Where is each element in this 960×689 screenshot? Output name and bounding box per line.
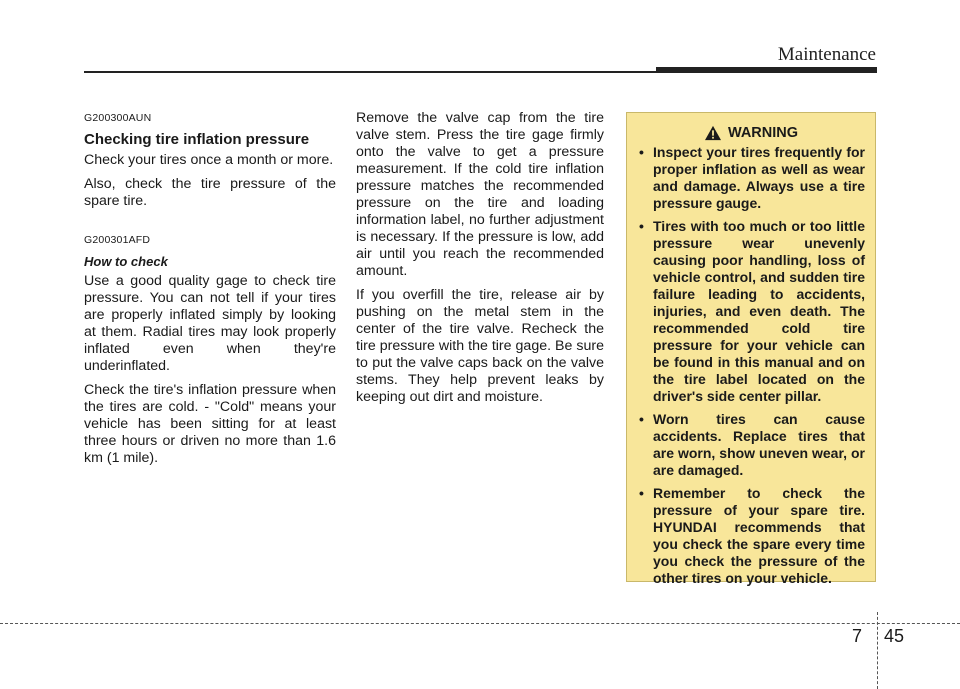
footer-rule <box>0 623 960 624</box>
paragraph: Check the tire's inflation pressure when the tires are cold. - "Cold" means your vehicle has been sitting for at least three hours or driven no more than 1.6 km (1 mile). <box>84 382 336 466</box>
warning-item-text: Worn tires can cause accidents. Replace tires that are worn, show uneven wear, or are damaged. <box>653 411 865 478</box>
paragraph: Remove the valve cap from the tire valve stem. Press the tire gage firmly onto the valve to get a pressure measurement. If the cold tire inflation pressure matches the recommended pressure on the tire and loading information label, no further adjustment is necessary. If the pressure is low, add air until you reach the recommended amount. <box>356 110 604 279</box>
left-column <box>84 110 336 474</box>
page-header-title: Maintenance <box>777 44 876 65</box>
warning-title-text: WARNING <box>727 125 799 141</box>
footer-divider <box>877 612 878 689</box>
paragraph: Use a good quality gage to check tire pressure. You can not tell if your tires are properly inflated simply by looking at them. Radial tires may look properly inflated even when they're underinflated. <box>84 273 336 374</box>
page-number: 45 <box>884 626 905 646</box>
warning-triangle-icon <box>704 125 722 141</box>
warning-title <box>637 125 865 141</box>
paragraph: If you overfill the tire, release air by pushing on the metal stem in the center of the tire valve. Recheck the tire pressure with the tire gage. Be sure to put the valve caps back on the valve stems. They help prevent leaks by keeping out dirt and moisture. <box>356 287 604 405</box>
warning-item-text: Inspect your tires frequently for proper inflation as well as wear and damage. Always use a tire pressure gauge. <box>653 144 865 211</box>
section-heading: Checking tire inflation pressure <box>84 131 310 148</box>
warning-item: • Inspect your tires frequently for proper inflation as well as wear and damage. Always use a tire pressure gauge. <box>639 144 865 211</box>
section-code: G200301AFD <box>84 234 151 246</box>
paragraph: Also, check the tire pressure of the spare tire. <box>84 176 336 209</box>
warning-box <box>626 112 876 586</box>
header-rule-thin <box>84 71 704 73</box>
header-rule-thick <box>656 67 877 73</box>
chapter-number: 7 <box>852 626 863 646</box>
middle-column <box>356 110 604 413</box>
warning-list <box>637 144 865 587</box>
paragraph: Check your tires once a month or more. <box>84 152 334 168</box>
warning-item-text: Tires with too much or too little pressure wear unevenly causing poor handling, loss of vehicle control, and sudden tire failure leading to accidents, injuries, and even death. The recommended cold tire pressure for your vehicle can be found in this manual and on the tire label located on the driver's side center pillar. <box>653 218 865 404</box>
warning-item: • Tires with too much or too little pressure wear unevenly causing poor handling, loss of vehicle control, and sudden tire failure leading to accidents, injuries, and even death. The recommended cold tire pressure for your vehicle can be found in this manual and on the tire label located on the driver's side center pillar. <box>639 218 865 404</box>
warning-item: • Worn tires can cause accidents. Replace tires that are worn, show uneven wear, or are damaged. <box>639 411 865 478</box>
warning-item-text: Remember to check the pressure of your spare tire. HYUNDAI recommends that you check the spare every time you check the pressure of the other tires on your vehicle. <box>653 485 865 586</box>
section-subheading: How to check <box>84 254 168 269</box>
warning-item: • Remember to check the pressure of your spare tire. HYUNDAI recommends that you check the spare every time you check the pressure of the other tires on your vehicle. <box>639 485 865 586</box>
section-code: G200300AUN <box>84 112 152 124</box>
